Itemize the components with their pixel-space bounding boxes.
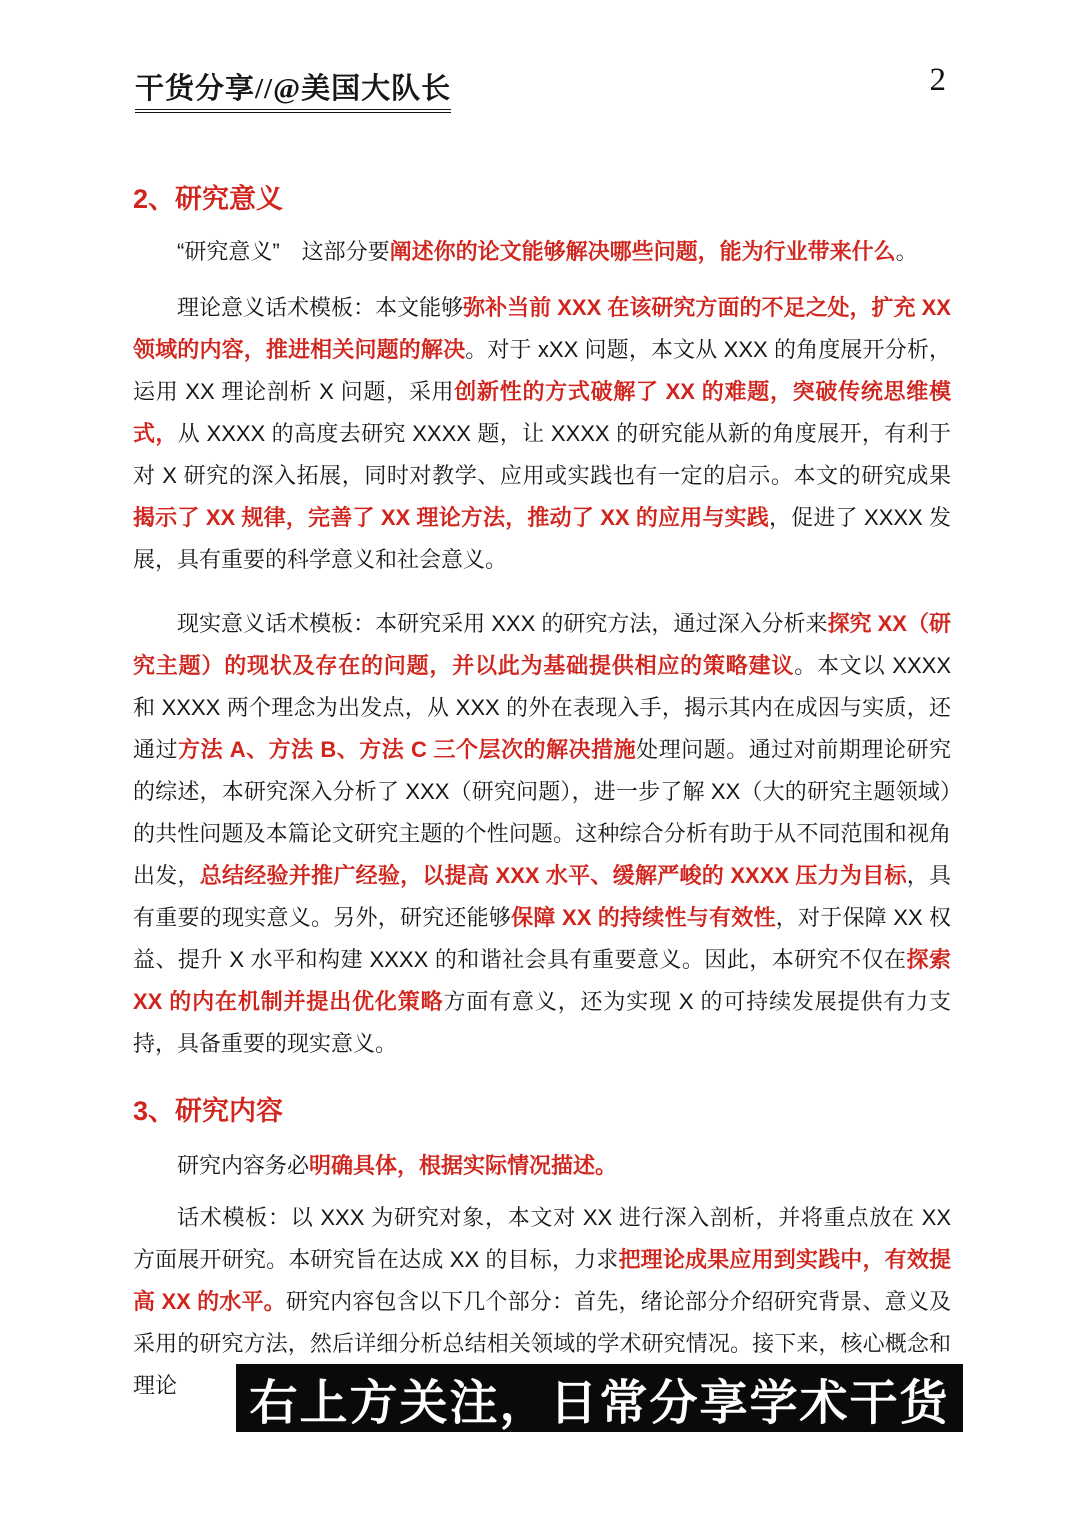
document-body: [133, 183, 951, 1407]
header-title: 干货分享//@美国大队长: [135, 66, 451, 113]
text-run: ，具有重要的现实意义。另外，研究还能够: [133, 863, 951, 930]
text-run: 理论意义话术模板：本文能够: [177, 295, 464, 320]
highlighted-text-run: 创新性的方式破解了 XX 的难题，突破传统思维模式，: [133, 379, 951, 446]
banner-text: 右上方关注，日常分享学术干货: [249, 1376, 950, 1430]
text-run: 研究内容包含以下几个部分：首先，绪论部分介绍研究背景、意义及采用的研究方法，然后详细分析总结相关领域的学术研究情况。接下来，核心概念和理论: [133, 1289, 951, 1398]
highlighted-text-run: 把理论成果应用到实践中，有效提高 XX 的水平。: [133, 1247, 951, 1314]
paragraph: [133, 1145, 951, 1187]
highlighted-text-run: 阐述你的论文能够解决哪些问题，能为行业带来什么: [389, 239, 896, 264]
text-run: 。: [895, 239, 918, 264]
text-run: 。本文以 XXXX 和 XXXX 两个理念为出发点，从 XXX 的外在表现入手，揭示其内在成因与实质，还通过: [133, 653, 951, 762]
text-run: 从 XXXX 的高度去研究 XXXX 题，让 XXXX 的研究能从新的角度展开，有利于对 X 研究的深入拓展，同时对教学、应用或实践也有一定的启示。本文的研究成果: [133, 421, 951, 488]
highlighted-text-run: 总结经验并推广经验，以提高 XXX 水平、缓解严峻的 XXXX 压力为目标: [199, 863, 907, 888]
text-run: ，促进了 XXXX 发展，具有重要的科学意义和社会意义。: [133, 505, 952, 572]
highlighted-text-run: 弥补当前 XXX 在该研究方面的不足之处，扩充 XX 领域的内容，推进相关问题的解决: [133, 295, 951, 362]
text-run: 话术模板：以 XXX 为研究对象，本文对 XX 进行深入剖析，并将重点放在 XX 方面展开研究。本研究旨在达成 XX 的目标，力求: [133, 1205, 951, 1272]
text-run: ，对于保障 XX 权益、提升 X 水平和构建 XXXX 的和谐社会具有重要意义。因此，本研究不仅在: [133, 905, 951, 972]
text-run: 处理问题。通过对前期理论研究的综述，本研究深入分析了 XXX（研究问题），进一步了解 XX（大的研究主题领域）的共性问题及本篇论文研究主题的个性问题。这种综合分析有助于从不同范围和视角出发，: [133, 737, 951, 888]
paragraph: [133, 287, 951, 581]
highlighted-text-run: 揭示了 XX 规律，完善了 XX 理论方法，推动了 XX 的应用与实践: [133, 505, 769, 530]
text-run: “研究意义” 这部分要: [177, 239, 390, 264]
text-run: 研究内容务必: [177, 1153, 310, 1178]
section-heading: 2、研究意义: [133, 184, 284, 214]
paragraph: [133, 231, 951, 273]
highlighted-text-run: 方法 A、方法 B、方法 C 三个层次的解决措施: [178, 737, 637, 762]
text-run: 现实意义话术模板：本研究采用 XXX 的研究方法，通过深入分析来: [177, 611, 828, 636]
highlighted-text-run: 探索 XX 的内在机制并提出优化策略: [133, 947, 951, 1014]
text-run: 。对于 xXX 问题，本文从 XXX 的角度展开分析，运用 XX 理论剖析 X 问题，采用: [133, 337, 951, 404]
text-run: 方面有意义，还为实现 X 的可持续发展提供有力支持，具备重要的现实意义。: [133, 989, 951, 1056]
highlighted-text-run: 明确具体，根据实际情况描述。: [309, 1153, 618, 1178]
follow-banner: [236, 1364, 963, 1432]
paragraph: [133, 603, 951, 1065]
highlighted-text-run: 探究 XX（研究主题）的现状及存在的问题，并以此为基础提供相应的策略建议: [133, 611, 952, 678]
page-number: 2: [929, 62, 946, 98]
section-heading: 3、研究内容: [133, 1096, 284, 1126]
highlighted-text-run: 保障 XX 的持续性与有效性: [511, 905, 776, 930]
